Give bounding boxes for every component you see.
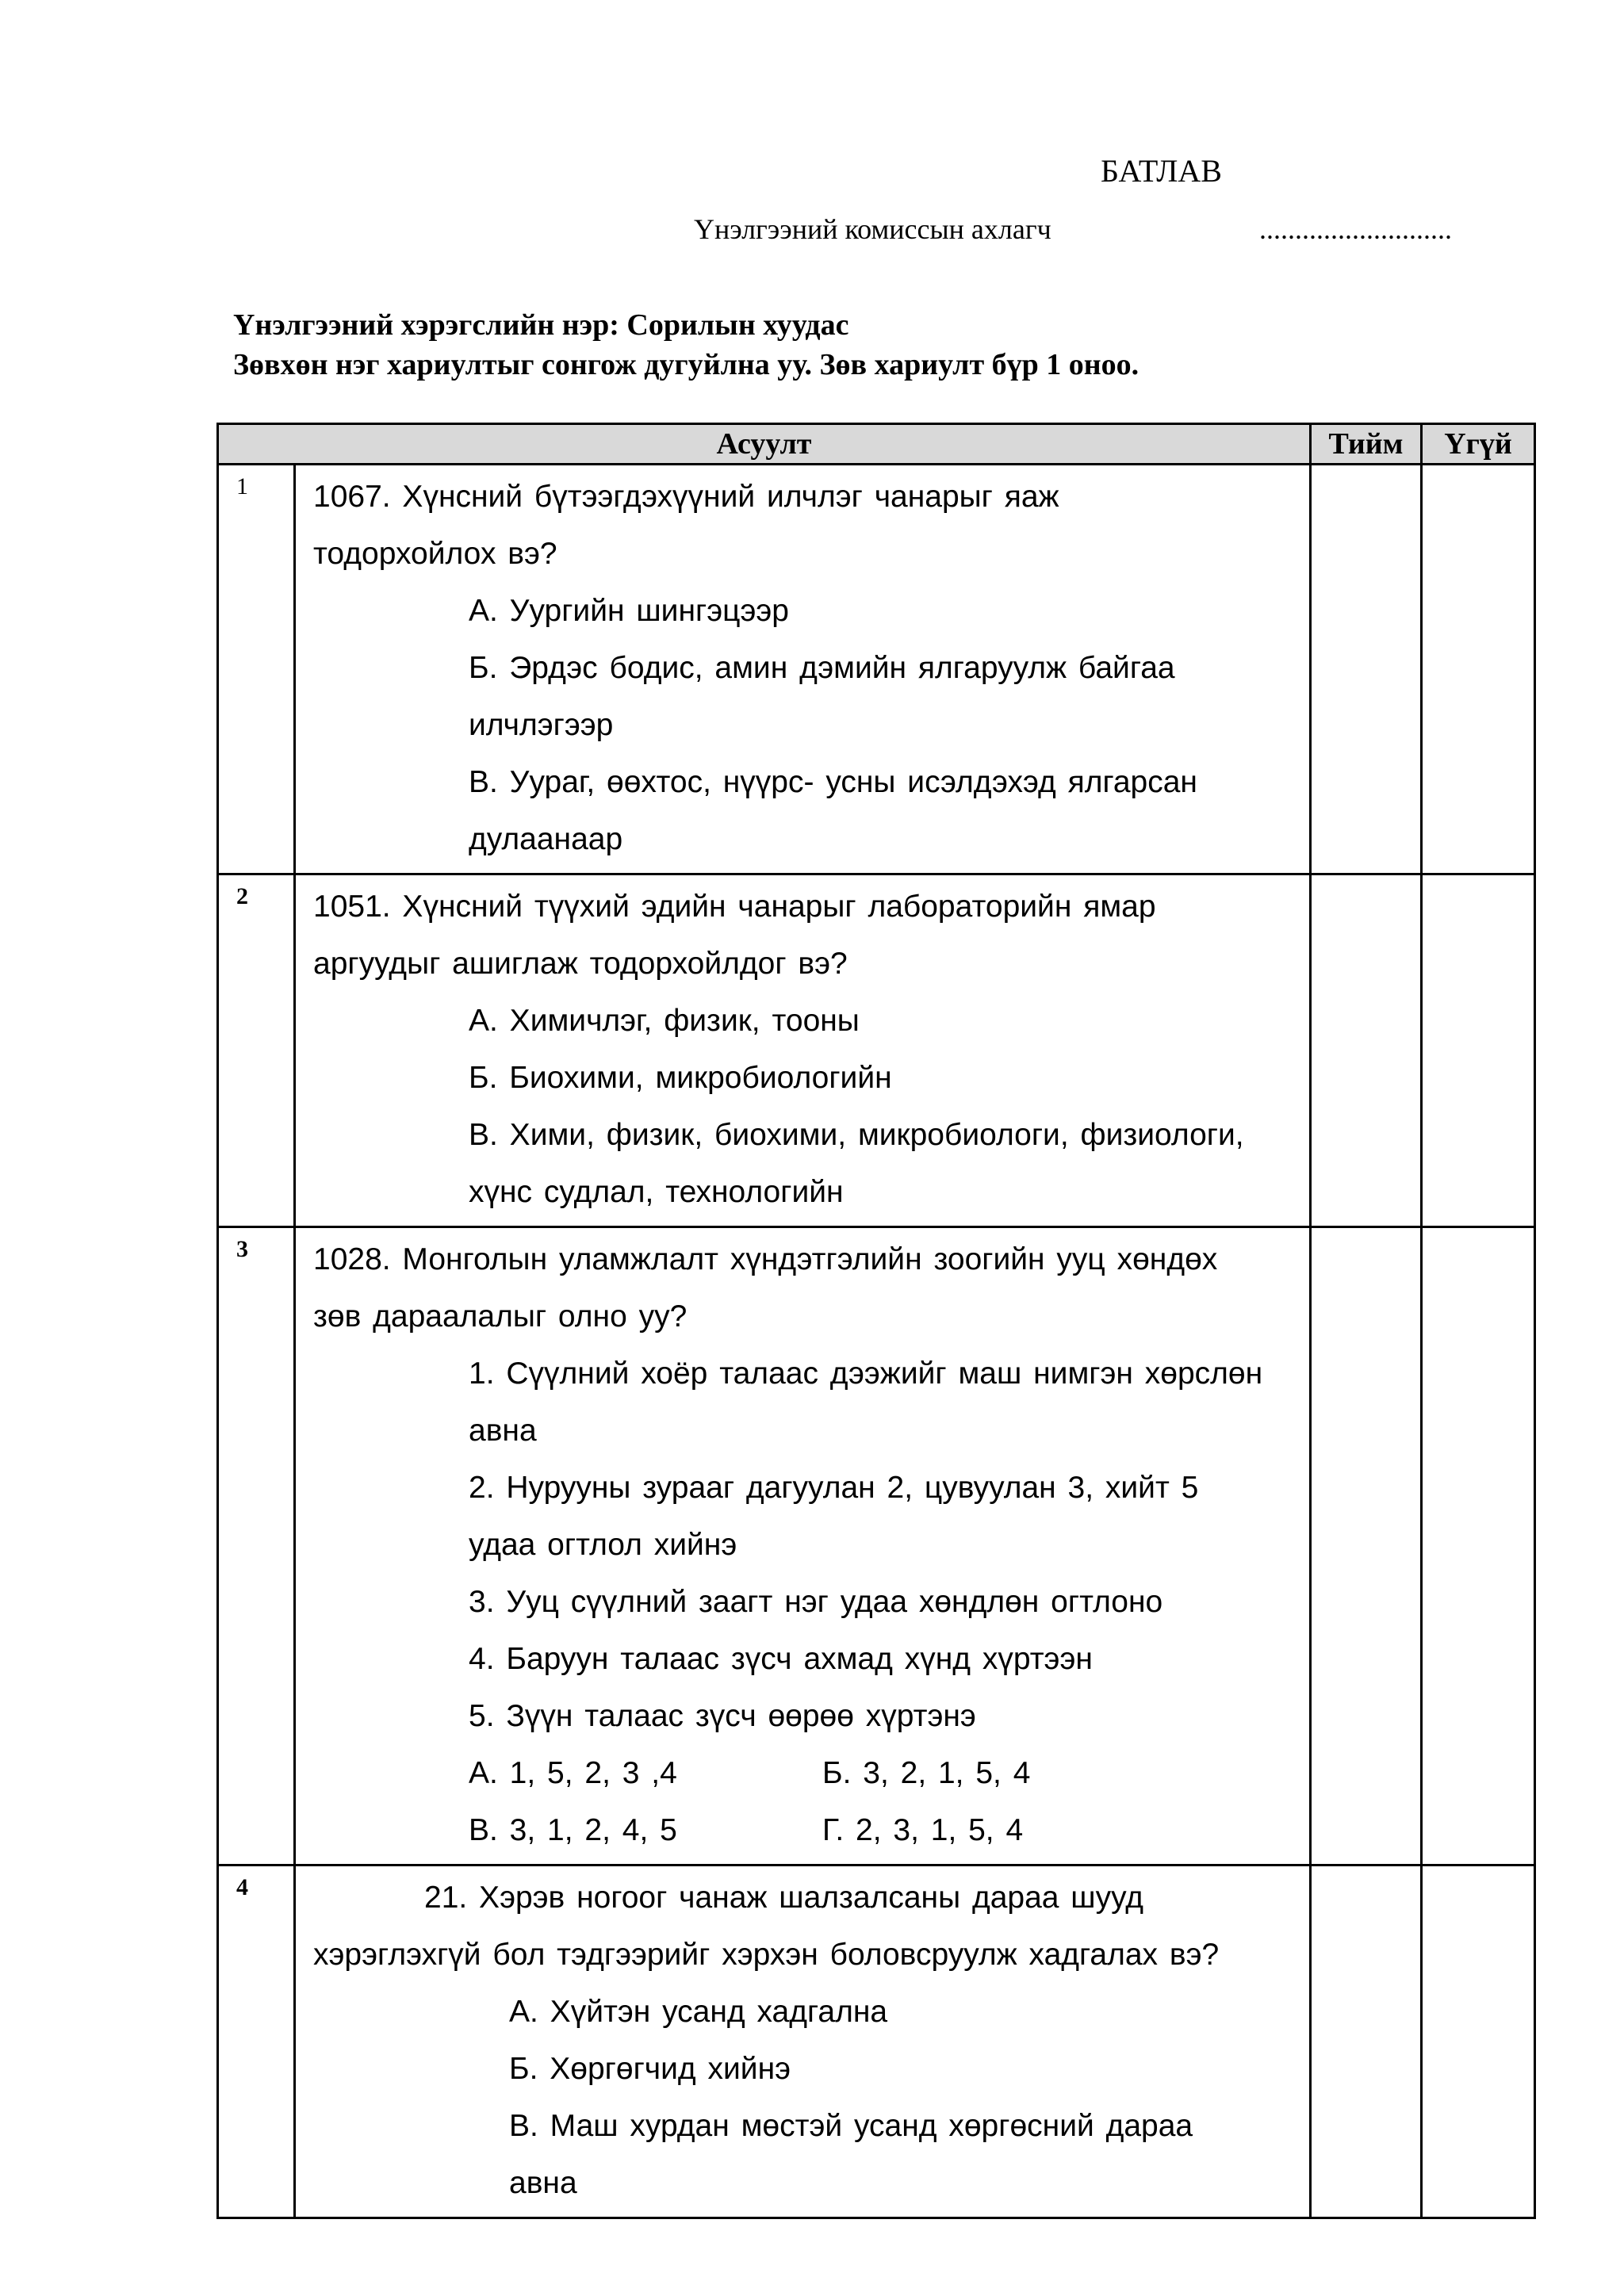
answer-option: А. Химичлэг, физик, тооны bbox=[469, 1004, 860, 1038]
answer-option: В. Хими, физик, биохими, микробиологи, физиологи, bbox=[469, 1118, 1244, 1152]
question-number: 1 bbox=[218, 465, 295, 874]
answer-option: А. Хүйтэн усанд хадгална bbox=[509, 1995, 888, 2029]
no-cell[interactable] bbox=[1422, 874, 1535, 1227]
question-cell bbox=[295, 1227, 1311, 1866]
question-text: 1051. Хүнсний түүхий эдийн чанарыг лабораторийн ямар bbox=[313, 890, 1156, 924]
answer-option-pair bbox=[313, 1745, 1293, 1802]
signature-line: ........................... bbox=[1259, 213, 1452, 245]
table-row bbox=[218, 874, 1535, 1227]
question-text: 1028. Монголын уламжлалт хүндэтгэлийн зоогийн ууц хөндөх bbox=[313, 1242, 1218, 1276]
answer-option: Г. 2, 3, 1, 5, 4 bbox=[822, 1813, 1024, 1847]
table-row bbox=[218, 1227, 1535, 1866]
yes-cell[interactable] bbox=[1311, 1227, 1422, 1866]
answer-option: дулаанаар bbox=[469, 822, 623, 856]
question-text: аргуудыг ашиглаж тодорхойлдог вэ? bbox=[313, 947, 848, 981]
answer-option: А. 1, 5, 2, 3 ,4 bbox=[469, 1756, 677, 1790]
question-text: 21. Хэрэв ногоог чанаж шалзалсаны дараа шууд bbox=[424, 1881, 1144, 1915]
yes-cell[interactable] bbox=[1311, 1866, 1422, 2218]
question-number: 2 bbox=[218, 874, 295, 1227]
answer-option: В. Маш хурдан мөстэй усанд хөргөсний дараа bbox=[509, 2109, 1193, 2143]
instructions-line: Зөвхөн нэг хариултыг сонгож дугуйлна уу. Зөв хариулт бүр 1 оноо. bbox=[233, 348, 1139, 381]
sequence-step: 1. Сүүлний хоёр талаас дээжийг маш нимгэн хөрслөн bbox=[469, 1357, 1263, 1391]
sequence-step: авна bbox=[469, 1414, 537, 1448]
answer-option: хүнс судлал, технологийн bbox=[469, 1175, 844, 1209]
table-header-row bbox=[218, 424, 1535, 465]
sequence-step: 4. Баруун талаас зүсч ахмад хүнд хүртээн bbox=[469, 1642, 1093, 1676]
question-text: 1067. Хүнсний бүтээгдэхүүний илчлэг чанарыг яаж bbox=[313, 480, 1059, 514]
no-cell[interactable] bbox=[1422, 1866, 1535, 2218]
question-number: 3 bbox=[218, 1227, 295, 1866]
answer-option: Б. Хөргөгчид хийнэ bbox=[509, 2052, 791, 2086]
no-cell[interactable] bbox=[1422, 465, 1535, 874]
approve-heading: БАТЛАВ bbox=[1101, 153, 1222, 189]
answer-option-pair bbox=[313, 1802, 1293, 1859]
question-cell bbox=[295, 874, 1311, 1227]
question-cell bbox=[295, 1866, 1311, 2218]
header-question: Асуулт bbox=[218, 424, 1311, 465]
header-yes: Тийм bbox=[1311, 424, 1422, 465]
sequence-step: 5. Зүүн талаас зүсч өөрөө хүртэнэ bbox=[469, 1699, 976, 1733]
table-row bbox=[218, 465, 1535, 874]
question-text: зөв дараалалыг олно уу? bbox=[313, 1299, 688, 1334]
answer-option: В. 3, 1, 2, 4, 5 bbox=[469, 1813, 677, 1847]
answer-option: В. Уураг, өөхтос, нүүрс- усны исэлдэхэд ялгарсан bbox=[469, 765, 1197, 799]
answer-option: илчлэгээр bbox=[469, 708, 614, 742]
tool-name: Үнэлгээний хэрэгслийн нэр: Сорилын хуудас bbox=[233, 308, 849, 342]
yes-cell[interactable] bbox=[1311, 874, 1422, 1227]
questions-table bbox=[216, 423, 1536, 2219]
table-row bbox=[218, 1866, 1535, 2218]
question-text: тодорхойлох вэ? bbox=[313, 537, 557, 571]
answer-option: Б. Эрдэс бодис, амин дэмийн ялгаруулж байгаа bbox=[469, 651, 1175, 685]
sequence-step: 2. Нурууны зурааг дагуулан 2, цувуулан 3, хийт 5 bbox=[469, 1471, 1199, 1505]
answer-option: Б. Биохими, микробиологийн bbox=[469, 1061, 892, 1095]
header-no: Үгүй bbox=[1422, 424, 1535, 465]
no-cell[interactable] bbox=[1422, 1227, 1535, 1866]
question-cell bbox=[295, 465, 1311, 874]
question-number: 4 bbox=[218, 1866, 295, 2218]
sequence-step: 3. Ууц сүүлний заагт нэг удаа хөндлөн огтлоно bbox=[469, 1585, 1163, 1619]
commission-chair-label: Үнэлгээний комиссын ахлагч bbox=[694, 213, 1051, 245]
yes-cell[interactable] bbox=[1311, 465, 1422, 874]
answer-option: авна bbox=[509, 2166, 577, 2200]
sequence-step: удаа огтлол хийнэ bbox=[469, 1528, 737, 1562]
answer-option: Б. 3, 2, 1, 5, 4 bbox=[822, 1756, 1031, 1790]
question-text: хэрэглэхгүй бол тэдгээрийг хэрхэн боловсруулж хадгалах вэ? bbox=[313, 1938, 1220, 1972]
answer-option: А. Уургийн шингэцээр bbox=[469, 594, 789, 628]
